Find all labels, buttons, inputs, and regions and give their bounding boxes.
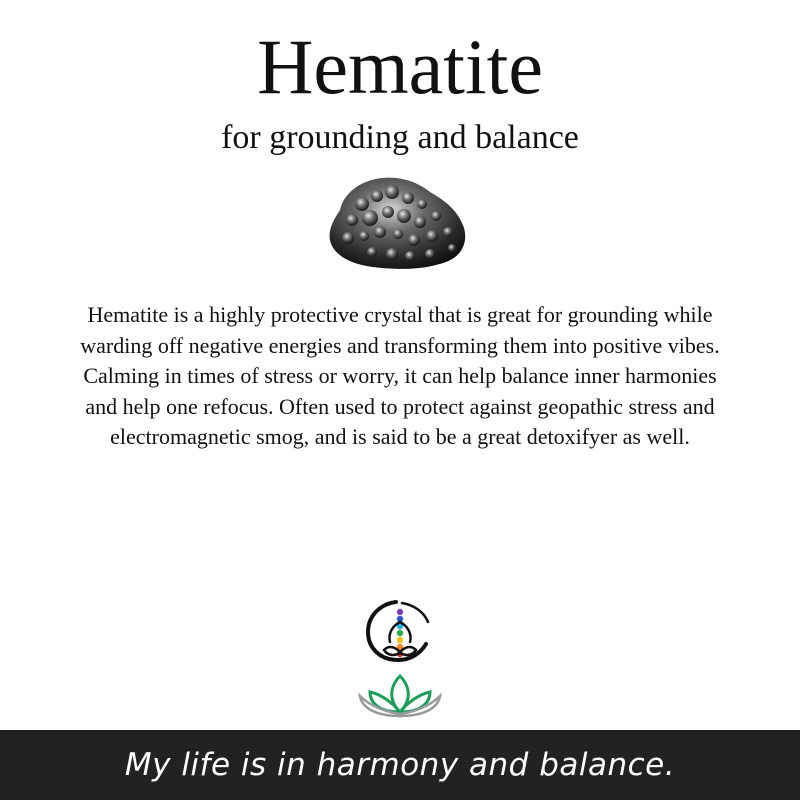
page-subtitle: for grounding and balance [221,119,579,156]
description-text: Hematite is a highly protective crystal that is great for grounding while warding off negative energies and transforming them into positive vibes. Calming in times of stress or worry, it can help balance inner harmonies and help one refocus. Often used to protect against geopathic stress and electromagnetic smog, and is said to be a great detoxifyer as well. [80,302,720,449]
footer-bar [0,730,800,800]
page-title: Hematite [257,23,543,110]
lotus-icon [356,672,444,720]
affirmation-text: My life is in harmony and balance. [124,747,676,783]
hematite-stone-icon [322,170,472,275]
meditating-figure-icon [362,598,438,664]
